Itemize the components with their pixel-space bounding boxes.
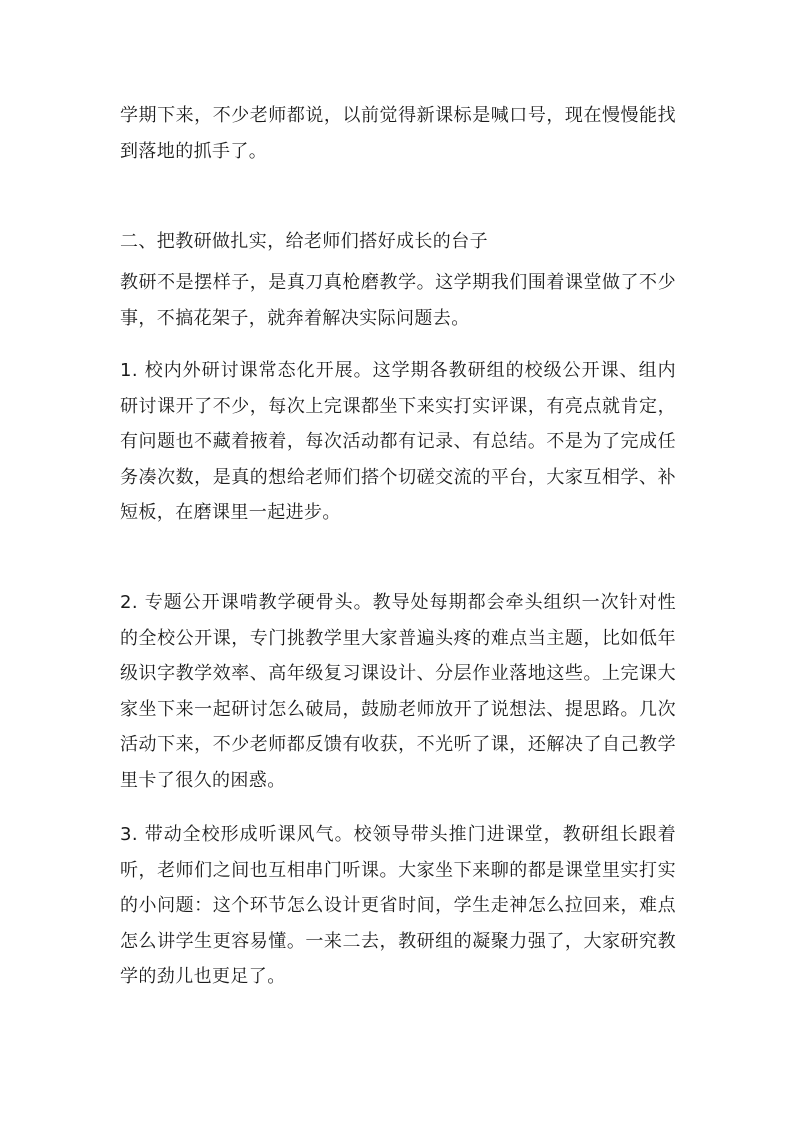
list-item-2: 2. 专题公开课啃教学硬骨头。教导处每期都会牵头组织一次针对性的全校公开课，专门挑教学里大家普遍头疼的难点当主题，比如低年级识字教学效率、高年级复习课设计、分层作业落地这些。上完课大家坐下来一起研讨怎么破局，鼓励老师放开了说想法、提思路。几次活动下来，不少老师都反馈有收获，不光听了课，还解决了自己教学里卡了很久的困惑。 (120, 592, 676, 791)
section-lead-paragraph: 教研不是摆样子，是真刀真枪磨教学。这学期我们围着课堂做了不少事，不搞花架子，就奔着解决实际问题去。 (120, 272, 676, 329)
section-heading: 二、把教研做扎实，给老师们搭好成长的台子 (120, 231, 488, 252)
list-item-3: 3. 带动全校形成听课风气。校领导带头推门进课堂，教研组长跟着听，老师们之间也互相串门听课。大家坐下来聊的都是课堂里实打实的小问题：这个环节怎么设计更省时间，学生走神怎么拉回来，难点怎么讲学生更容易懂。一来二去，教研组的凝聚力强了，大家研究教学的劲儿也更足了。 (120, 824, 676, 988)
list-item-1: 1. 校内外研讨课常态化开展。这学期各教研组的校级公开课、组内研讨课开了不少，每次上完课都坐下来实打实评课，有亮点就肯定，有问题也不藏着掖着，每次活动都有记录、有总结。不是为了完成任务凑次数，是真的想给老师们搭个切磋交流的平台，大家互相学、补短板，在磨课里一起进步。 (120, 360, 676, 524)
intro-tail-paragraph: 学期下来，不少老师都说，以前觉得新课标是喊口号，现在慢慢能找到落地的抓手了。 (120, 105, 676, 162)
